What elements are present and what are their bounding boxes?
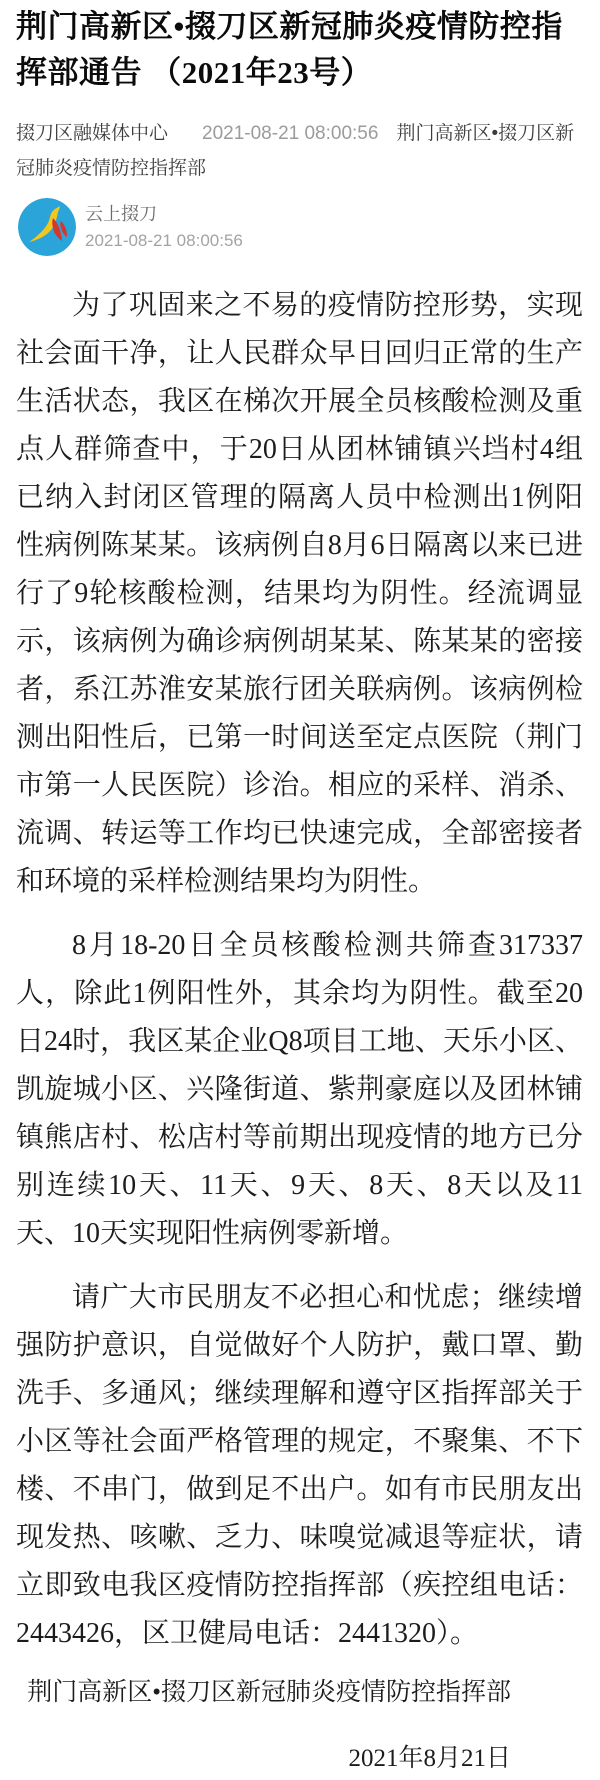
- byline-timestamp: 2021-08-21 08:00:56: [202, 123, 379, 144]
- byline: [16, 116, 583, 186]
- paragraph: 请广大市民朋友不必担心和忧虑；继续增强防护意识，自觉做好个人防护，戴口罩、勤洗手、多通风；继续理解和遵守区指挥部关于小区等社会面严格管理的规定，不聚集、不下楼、不串门，做到足不出户。如有市民朋友出现发热、咳嗽、乏力、味嗅觉减退等症状，请立即致电我区疫情防控指挥部（疾控组电话：2443426，区卫健局电话：2441320）。: [16, 1282, 583, 1649]
- signature: 荆门高新区•掇刀区新冠肺炎疫情防控指挥部: [27, 1679, 511, 1706]
- paragraph: 为了巩固来之不易的疫情防控形势，实现社会面干净，让人民群众早日回归正常的生产生活状态，我区在梯次开展全员核酸检测及重点人群筛查中，于20日从团林铺镇兴垱村4组已纳入封闭区管理的隔离人员中检测出1例阳性病例陈某某。该病例自8月6日隔离以来已进行了9轮核酸检测，结果均为阴性。经流调显示，该病例为确诊病例胡某某、陈某某的密接者，系江苏淮安某旅行团关联病例。该病例检测出阳性后，已第一时间送至定点医院（荆门市第一人民医院）诊治。相应的采样、消杀、流调、转运等工作均已快速完成，全部密接者和环境的采样检测结果均为阴性。: [16, 290, 583, 897]
- page-title: 荆门高新区•掇刀区新冠肺炎疫情防控指挥部通告 （2021年23号）: [16, 9, 563, 90]
- paragraph: 8月18-20日全员核酸检测共筛查317337人，除此1例阳性外，其余均为阴性。截至20日24时，我区某企业Q8项目工地、天乐小区、凯旋城小区、兴隆街道、紫荆豪庭以及团林铺镇熊店村、松店村等前期出现疫情的地方已分别连续10天、11天、9天、8天、8天以及11天、10天实现阳性病例零新增。: [16, 930, 583, 1249]
- author-meta: [85, 198, 243, 252]
- byline-org: 荆门高新区•掇刀区新冠肺炎疫情防控指挥部: [16, 123, 575, 179]
- author-name[interactable]: 云上掇刀: [85, 204, 157, 224]
- author-row: [16, 198, 583, 256]
- date: 2021年8月21日: [348, 1745, 511, 1772]
- byline-source: 掇刀区融媒体中心: [16, 123, 169, 144]
- avatar[interactable]: [18, 198, 76, 256]
- article-body: [16, 282, 583, 1658]
- yunshang-duodao-logo-icon: [18, 198, 76, 256]
- author-timestamp: 2021-08-21 08:00:56: [85, 231, 243, 250]
